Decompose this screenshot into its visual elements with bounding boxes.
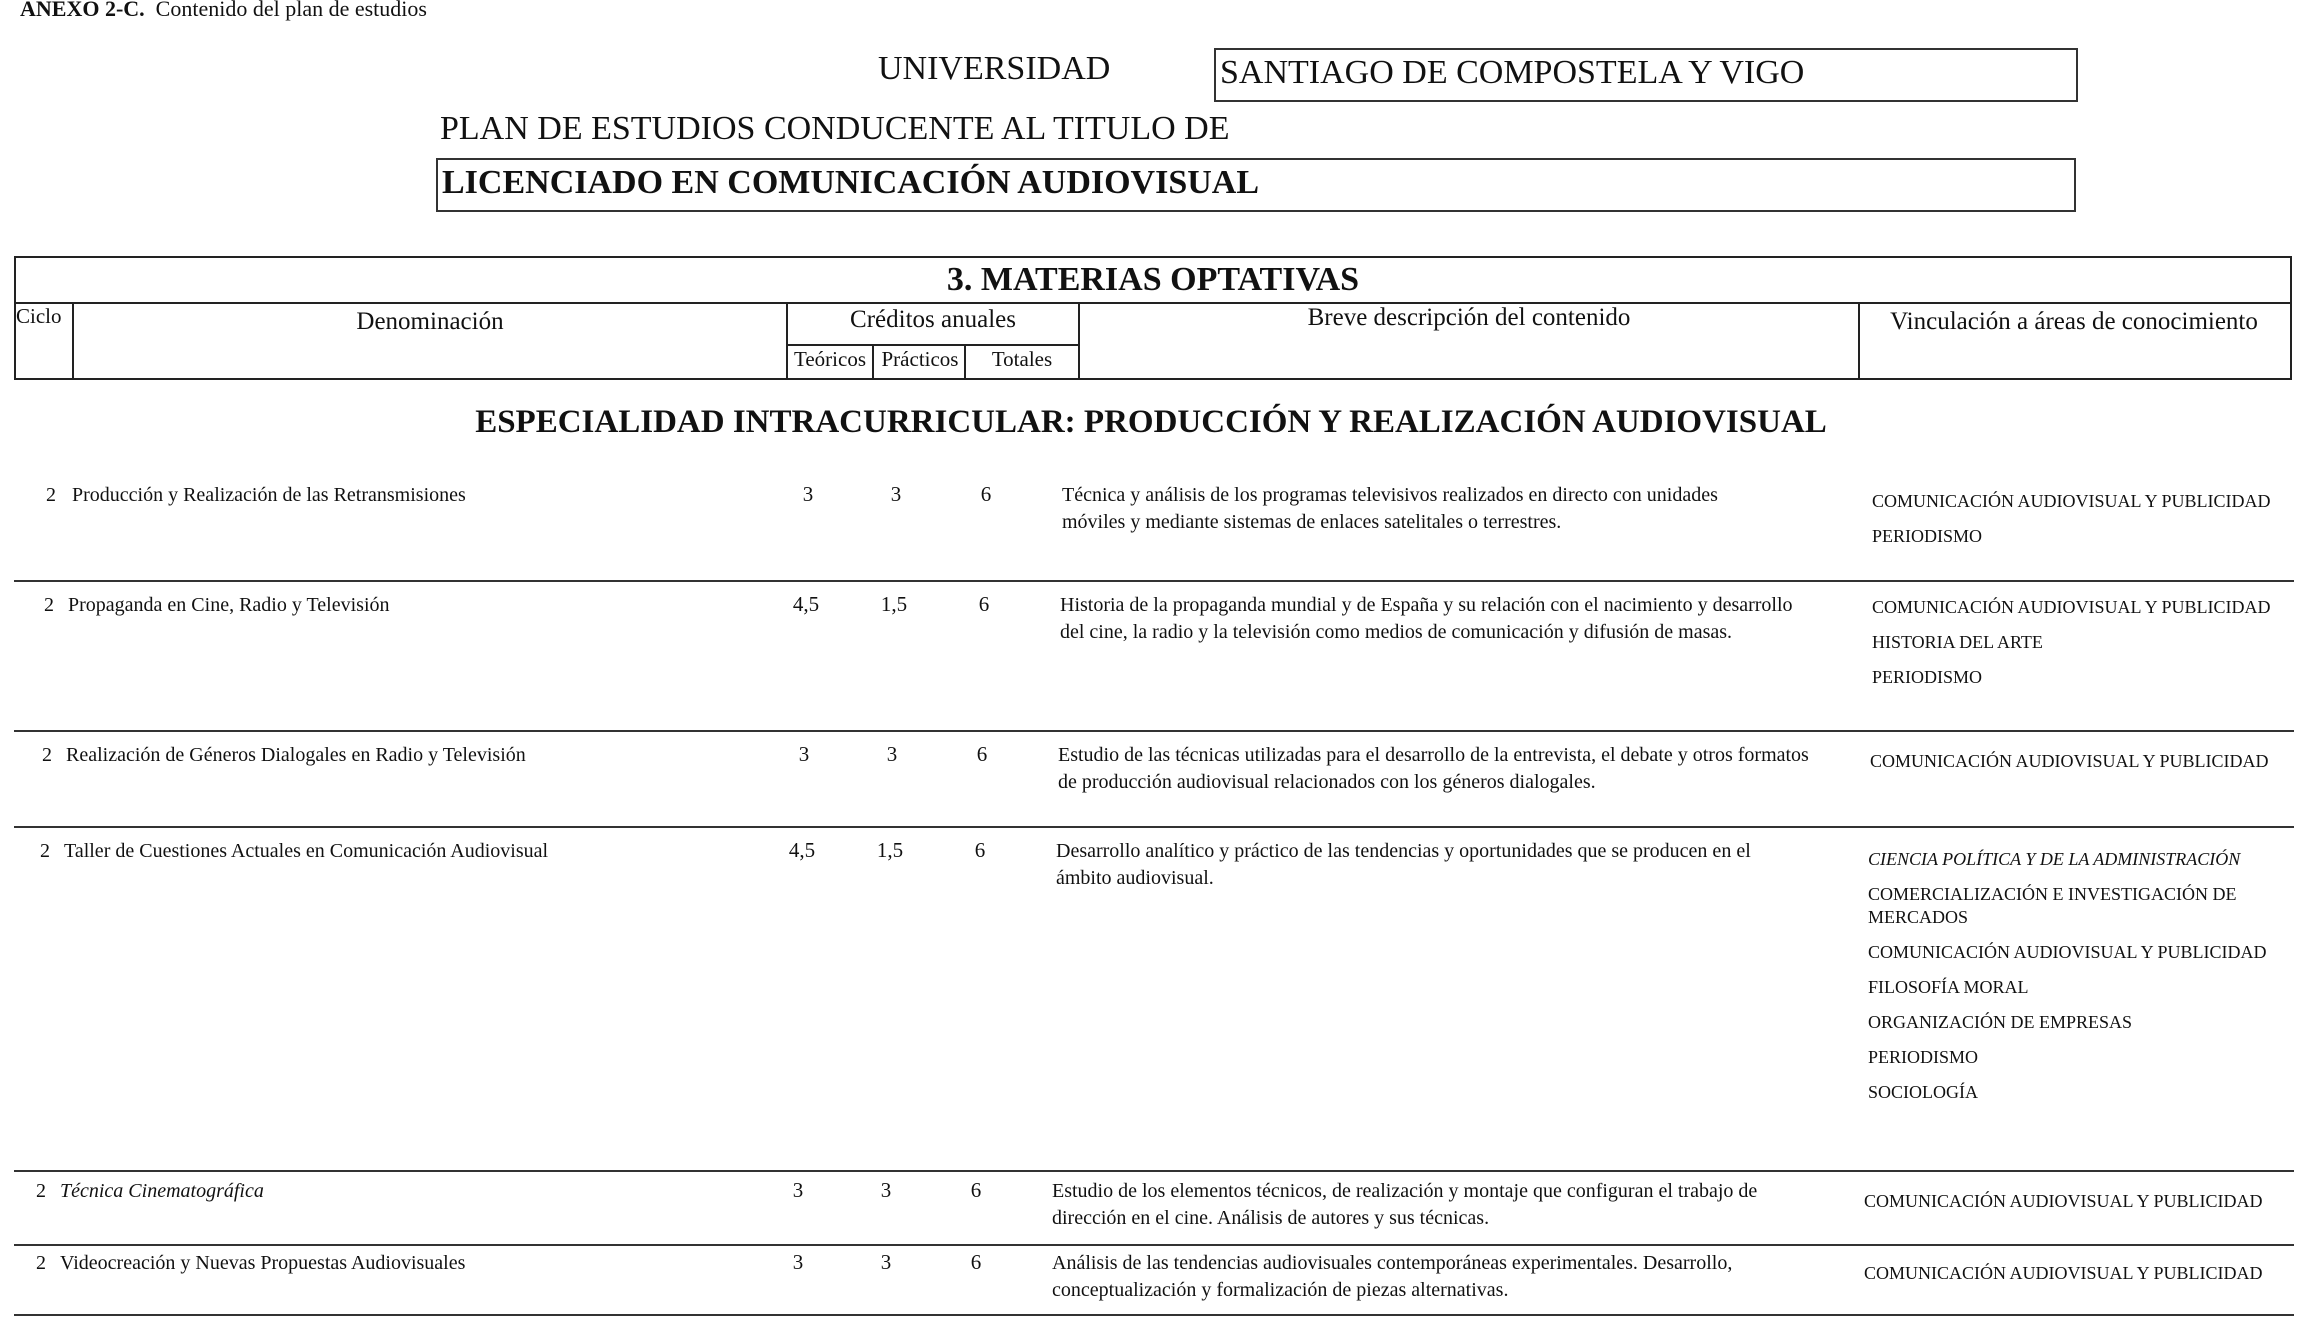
row-teoricos: 4,5 [788, 838, 816, 862]
row-description: Análisis de las tendencias audiovisuales contemporáneas experimentales. Desarrollo, conceptualización y formalización de piezas alternativas. [1052, 1252, 1733, 1301]
specialty-heading: ESPECIALIDAD INTRACURRICULAR: PRODUCCIÓN Y REALIZACIÓN AUDIOVISUAL [475, 404, 1827, 440]
row-ciclo: 2 [46, 484, 56, 506]
row-name: Propaganda en Cine, Radio y Televisión [68, 594, 390, 616]
area-item: COMUNICACIÓN AUDIOVISUAL Y PUBLICIDAD [1868, 942, 2267, 962]
col-teoricos-label: Teóricos [793, 347, 866, 371]
col-denominacion-label: Denominación [356, 308, 504, 335]
row-ciclo: 2 [36, 1252, 46, 1274]
col-vinculacion [1860, 304, 2288, 378]
annex-subtitle: Contenido del plan de estudios [155, 0, 427, 21]
row-practicos: 3 [886, 742, 898, 766]
col-creditos [788, 304, 1080, 378]
row-totales: 6 [978, 592, 990, 616]
row-teoricos: 3 [792, 1250, 804, 1274]
degree-value: LICENCIADO EN COMUNICACIÓN AUDIOVISUAL [442, 164, 1260, 201]
table-row [14, 740, 2294, 822]
area-item: FILOSOFÍA MORAL [1868, 977, 2029, 997]
row-areas [1864, 1262, 2284, 1297]
row-divider [14, 826, 2294, 828]
row-totales: 6 [980, 482, 992, 506]
degree-field [436, 158, 2076, 212]
row-practicos: 3 [880, 1250, 892, 1274]
area-item: PERIODISMO [1868, 1047, 1979, 1067]
column-headers [16, 302, 2290, 378]
table-row [14, 1176, 2294, 1236]
col-denominacion [74, 304, 788, 378]
row-ciclo: 2 [36, 1180, 46, 1202]
area-item: COMUNICACIÓN AUDIOVISUAL Y PUBLICIDAD [1872, 491, 2271, 511]
area-item: ORGANIZACIÓN DE EMPRESAS [1868, 1012, 2133, 1032]
row-teoricos: 4,5 [792, 592, 820, 616]
row-areas [1864, 1190, 2284, 1225]
col-totales-label: Totales [964, 344, 1078, 378]
row-totales: 6 [970, 1178, 982, 1202]
row-teoricos: 3 [798, 742, 810, 766]
row-name: Videocreación y Nuevas Propuestas Audiovisuales [60, 1252, 466, 1274]
row-description: Técnica y análisis de los programas televisivos realizados en directo con unidades móviles y mediante sistemas de enlaces satelitales o terrestres. [1062, 484, 1718, 533]
row-ciclo: 2 [44, 594, 54, 616]
area-item: PERIODISMO [1872, 526, 1983, 546]
row-practicos: 1,5 [876, 838, 904, 862]
area-item: COMUNICACIÓN AUDIOVISUAL Y PUBLICIDAD [1870, 751, 2269, 771]
area-item: PERIODISMO [1872, 667, 1983, 687]
col-creditos-label: Créditos anuales [850, 306, 1016, 333]
row-ciclo: 2 [42, 744, 52, 766]
row-divider [14, 1314, 2294, 1316]
row-practicos: 3 [890, 482, 902, 506]
area-item: SOCIOLOGÍA [1868, 1082, 1978, 1102]
row-name: Realización de Géneros Dialogales en Radio y Televisión [66, 744, 526, 766]
area-item: CIENCIA POLÍTICA Y DE LA ADMINISTRACIÓN [1868, 849, 2241, 869]
row-teoricos: 3 [792, 1178, 804, 1202]
row-name: Técnica Cinematográfica [60, 1180, 264, 1202]
table-header [14, 256, 2292, 380]
row-name: Taller de Cuestiones Actuales en Comunicación Audiovisual [64, 840, 549, 862]
col-descripcion [1080, 304, 1860, 378]
university-value: SANTIAGO DE COMPOSTELA Y VIGO [1220, 54, 1805, 91]
row-description: Desarrollo analítico y práctico de las tendencias y oportunidades que se producen en el ámbito audiovisual. [1056, 840, 1751, 889]
area-item: HISTORIA DEL ARTE [1872, 632, 2043, 652]
col-vinculacion-label: Vinculación a áreas de conocimiento [1890, 308, 2258, 335]
table-row [14, 480, 2294, 580]
row-practicos: 3 [880, 1178, 892, 1202]
annex-heading [20, 0, 427, 22]
row-divider [14, 1244, 2294, 1246]
row-divider [14, 580, 2294, 582]
table-row [14, 590, 2294, 726]
col-practicos-label: Prácticos [872, 344, 966, 378]
area-item: COMUNICACIÓN AUDIOVISUAL Y PUBLICIDAD [1864, 1263, 2263, 1283]
row-name: Producción y Realización de las Retransmisiones [72, 484, 466, 506]
row-areas [1872, 490, 2272, 560]
row-totales: 6 [970, 1250, 982, 1274]
row-description: Historia de la propaganda mundial y de España y su relación con el nacimiento y desarrollo del cine, la radio y la televisión como medios de comunicación y difusión de masas. [1060, 594, 1793, 643]
col-ciclo-label: Ciclo [16, 304, 62, 328]
row-areas [1872, 596, 2272, 701]
area-item: COMERCIALIZACIÓN E INVESTIGACIÓN DE MERCADOS [1868, 884, 2237, 927]
row-areas [1868, 848, 2288, 1116]
row-description: Estudio de los elementos técnicos, de realización y montaje que configuran el trabajo de dirección en el cine. Análisis de autores y sus técnicas. [1052, 1180, 1758, 1229]
section-title: 3. MATERIAS OPTATIVAS [946, 261, 1360, 298]
row-practicos: 1,5 [880, 592, 908, 616]
row-areas [1870, 750, 2270, 785]
table-row [14, 836, 2294, 1166]
university-label: UNIVERSIDAD [878, 50, 1111, 87]
row-totales: 6 [974, 838, 986, 862]
col-ciclo [16, 304, 74, 378]
row-teoricos: 3 [802, 482, 814, 506]
row-ciclo: 2 [40, 840, 50, 862]
annex-label: ANEXO 2-C. [20, 0, 145, 21]
row-divider [14, 1170, 2294, 1172]
plan-label: PLAN DE ESTUDIOS CONDUCENTE AL TITULO DE [440, 110, 1230, 147]
row-description: Estudio de las técnicas utilizadas para el desarrollo de la entrevista, el debate y otros formatos de producción audiovisual relacionados con los géneros dialogales. [1058, 744, 1809, 793]
row-divider [14, 730, 2294, 732]
area-item: COMUNICACIÓN AUDIOVISUAL Y PUBLICIDAD [1864, 1191, 2263, 1211]
row-totales: 6 [976, 742, 988, 766]
university-field [1214, 48, 2078, 102]
area-item: COMUNICACIÓN AUDIOVISUAL Y PUBLICIDAD [1872, 597, 2271, 617]
table-row [14, 1248, 2294, 1312]
col-descripcion-label: Breve descripción del contenido [1307, 304, 1631, 331]
